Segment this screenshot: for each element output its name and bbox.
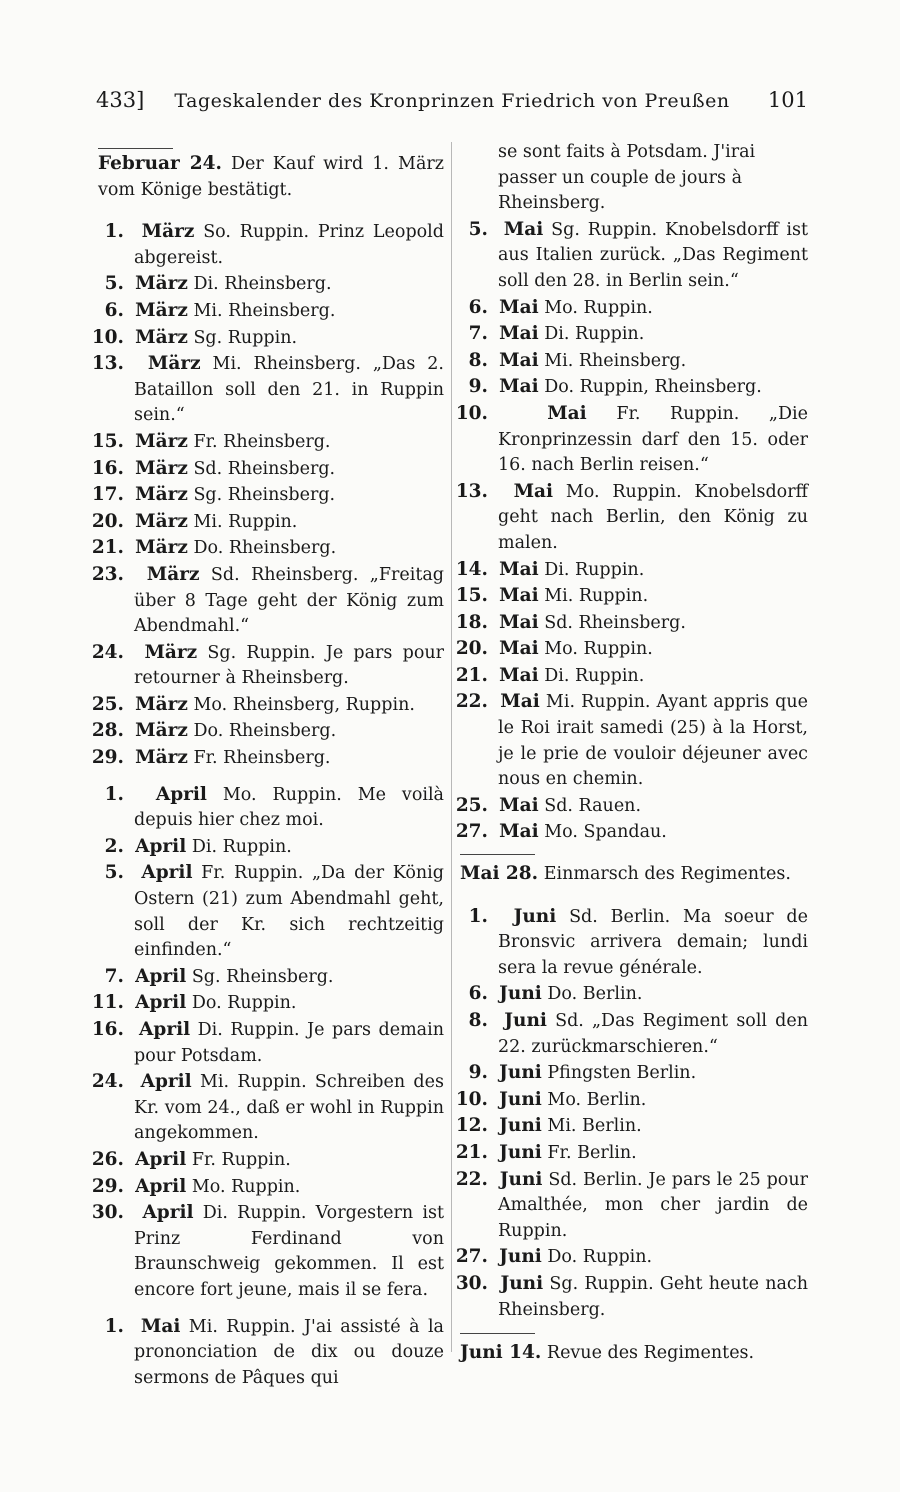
entry-month: März: [147, 353, 201, 375]
entry-month: Mai: [513, 480, 554, 502]
entry-day: 27.: [455, 821, 488, 843]
entry-text: Di. Ruppin.: [544, 559, 645, 580]
entry-month: Juni: [499, 1141, 542, 1163]
entry-text: Di. Rheinsberg.: [193, 274, 332, 295]
calendar-entry: [91, 1147, 444, 1174]
calendar-entry: [91, 456, 444, 483]
entry-text: Pfingsten Berlin.: [547, 1063, 697, 1084]
calendar-entry: [455, 1271, 808, 1323]
entry-day: 5.: [104, 862, 124, 884]
entry-text: Sd. Rauen.: [544, 795, 642, 816]
entry-day: 26.: [91, 1148, 124, 1170]
entry-day: 6.: [468, 983, 488, 1005]
calendar-entry: [91, 1069, 444, 1147]
calendar-entry: [91, 429, 444, 456]
entry-day: 11.: [91, 992, 124, 1014]
entry-month: Mai: [499, 296, 539, 318]
entry-text: Mo. Ruppin. Me voilà depuis hier chez moi.: [134, 784, 444, 831]
entry-day: 21.: [455, 664, 488, 686]
calendar-entry: [455, 663, 808, 690]
section-rule: [460, 854, 535, 855]
entry-month: Mai: [499, 664, 539, 686]
calendar-entry: [460, 321, 808, 348]
note-text: Revue des Regimentes.: [546, 1343, 755, 1364]
entry-month: Mai: [499, 349, 539, 371]
maerz-entries: [91, 219, 444, 771]
calendar-entry: [460, 295, 808, 322]
entry-text: Fr. Ruppin.: [191, 1149, 291, 1170]
entry-month: März: [141, 221, 195, 243]
entry-text: Sg. Rheinsberg.: [193, 485, 336, 506]
section-rule: [98, 148, 173, 149]
entry-text: Do. Ruppin.: [191, 993, 297, 1014]
calendar-entry: [98, 271, 444, 298]
section-rule: [460, 1333, 535, 1334]
entry-text: Mi. Ruppin. J'ai assisté à la prononciation de dix ou douze sermons de Pâques qui: [134, 1316, 444, 1388]
note-juni: [460, 1340, 808, 1367]
entry-day: 13.: [455, 480, 488, 502]
entry-month: Mai: [500, 691, 540, 713]
entry-text: Fr. Rheinsberg.: [193, 431, 331, 452]
entry-text: Di. Ruppin. Je pars demain pour Potsdam.: [134, 1020, 444, 1066]
entry-month: März: [146, 563, 200, 585]
calendar-entry: [455, 689, 808, 792]
entry-text: Fr. Berlin.: [547, 1142, 637, 1163]
entry-text: Sg. Ruppin. Geht heute nach Rheinsberg.: [498, 1273, 808, 1320]
calendar-entry: [91, 640, 444, 692]
entry-text: Sd. Berlin. Ma soeur de Bronsvic arrivera demain; lundi sera la revue générale.: [498, 906, 808, 978]
entry-month: Mai: [499, 821, 539, 843]
entry-month: Juni: [499, 1062, 542, 1084]
entry-text: Sd. Rheinsberg.: [193, 458, 336, 479]
entry-text: Mo. Ruppin.: [544, 297, 653, 318]
entry-text: So. Ruppin. Prinz Leopold abgereist.: [134, 222, 444, 268]
entry-text: Mi. Ruppin. Schreiben des Kr. vom 24., daß er wohl in Ruppin angekommen.: [134, 1072, 444, 1144]
calendar-entry: [460, 904, 808, 982]
entry-month: April: [139, 1019, 191, 1040]
entry-month: März: [144, 641, 198, 663]
entry-text: Mi. Berlin.: [547, 1116, 642, 1137]
entry-day: 20.: [455, 638, 488, 660]
entry-text: Fr. Ruppin. „Da der König Ostern (21) zum Abendmahl geht, soll der Kr. sich rechtzeitig einfinden.“: [134, 863, 444, 961]
calendar-entry: [91, 1200, 444, 1303]
calendar-entry: [455, 1087, 808, 1114]
note-text: Einmarsch des Regimentes.: [543, 864, 791, 885]
calendar-entry: [455, 819, 808, 846]
calendar-entry: [98, 219, 444, 271]
entry-month: Mai: [499, 638, 539, 660]
entry-month: Mai: [499, 558, 539, 580]
april-entries: [91, 782, 444, 1304]
entry-month: Juni: [513, 905, 557, 927]
entry-day: 16.: [91, 457, 124, 479]
calendar-entry: [455, 557, 808, 584]
entry-day: 1.: [104, 221, 124, 243]
juni-entries: [455, 904, 808, 1324]
entry-day: 21.: [455, 1141, 488, 1163]
entry-text: Sd. „Das Regiment soll den 22. zurückmarschieren.“: [498, 1011, 808, 1057]
entry-text: Do. Berlin.: [547, 984, 643, 1005]
calendar-entry: [98, 782, 444, 834]
calendar-entry: [98, 834, 444, 861]
entry-month: April: [135, 992, 187, 1014]
entry-day: 7.: [104, 965, 124, 987]
entry-day: 17.: [91, 484, 124, 506]
calendar-entry: [460, 348, 808, 375]
entry-text: Mi. Ruppin.: [544, 586, 649, 607]
calendar-entry: [460, 217, 808, 295]
entry-day: 5.: [104, 273, 124, 295]
entry-text: Mo. Ruppin.: [191, 1176, 301, 1197]
entry-text: Mo. Spandau.: [544, 822, 667, 843]
entry-text: Di. Ruppin.: [544, 665, 645, 686]
note-mai: [460, 861, 808, 888]
entry-day: 6.: [468, 296, 488, 318]
mai-entries: [455, 217, 808, 846]
entry-month: März: [135, 720, 188, 742]
calendar-entry: [91, 562, 444, 640]
right-column: [455, 140, 808, 1367]
entry-day: 25.: [91, 693, 124, 715]
entry-month: Mai: [503, 218, 544, 240]
entry-day: 8.: [468, 349, 488, 371]
page-header: [96, 88, 808, 118]
entry-month: April: [141, 862, 193, 884]
calendar-entry: [91, 1174, 444, 1201]
entry-text: Do. Ruppin, Rheinsberg.: [544, 377, 762, 398]
entry-day: 5.: [468, 218, 488, 240]
note-text: Der Kauf wird 1. März vom Könige bestätigt.: [98, 154, 444, 200]
entry-text: Sd. Rheinsberg.: [544, 612, 686, 633]
entry-text: Mo. Berlin.: [547, 1089, 647, 1110]
entry-text: Mi. Rheinsberg.: [544, 350, 687, 371]
left-column: [91, 140, 444, 1391]
entry-day: 21.: [91, 537, 124, 559]
calendar-entry: [460, 1060, 808, 1087]
entry-day: 10.: [455, 402, 488, 424]
entry-day: 29.: [91, 747, 124, 769]
entry-text: Sg. Ruppin.: [193, 327, 298, 348]
entry-day: 6.: [104, 299, 124, 321]
calendar-entry: [455, 1244, 808, 1271]
entry-day: 18.: [455, 611, 488, 633]
entry-month: März: [135, 537, 188, 559]
calendar-entry: [98, 964, 444, 991]
entry-day: 22.: [455, 691, 488, 713]
entry-month: Mai: [499, 585, 539, 607]
entry-text: Di. Ruppin. Vorgestern ist Prinz Ferdinand von Braunschweig gekommen. Il est encore fort jeune, mais il se fera.: [134, 1203, 444, 1300]
entry-month: Mai: [499, 376, 539, 398]
entry-month: März: [135, 273, 188, 295]
entry-text: Sg. Ruppin. Knobelsdorff ist aus Italien zurück. „Das Regiment soll den 28. in Berlin sein.“: [498, 219, 808, 291]
calendar-entry: [91, 1017, 444, 1069]
entry-day: 1.: [104, 783, 124, 805]
entry-text: Mi. Ruppin. Ayant appris que le Roi irait samedi (25) à la Horst, je le prie de vouloir déjeuner avec nous en chemin.: [498, 692, 808, 790]
calendar-entry: [455, 1140, 808, 1167]
entry-day: 1.: [468, 905, 488, 927]
entry-month: März: [135, 299, 188, 321]
calendar-entry: [91, 745, 444, 772]
calendar-entry: [98, 1314, 444, 1392]
entry-text: Mo. Ruppin.: [544, 639, 653, 660]
entry-day: 8.: [468, 1010, 488, 1031]
entry-day: 24.: [91, 1071, 124, 1093]
entry-day: 14.: [455, 558, 488, 580]
entry-day: 29.: [91, 1175, 124, 1197]
calendar-entry: [455, 401, 808, 479]
entry-month: April: [155, 783, 207, 805]
calendar-entry: [460, 981, 808, 1008]
calendar-entry: [98, 298, 444, 325]
entry-day: 7.: [468, 323, 488, 345]
entry-text: Di. Ruppin.: [544, 324, 645, 345]
calendar-entry: [460, 374, 808, 401]
entry-month: Mai: [499, 611, 539, 633]
calendar-entry: [460, 1008, 808, 1060]
entry-day: 27.: [455, 1246, 488, 1268]
entry-day: 16.: [91, 1019, 124, 1040]
entry-month: April: [135, 835, 187, 857]
entry-text: Di. Ruppin.: [191, 836, 292, 857]
entry-day: 20.: [91, 510, 124, 532]
column-divider: [451, 142, 452, 1352]
entry-text: Sd. Berlin. Je pars le 25 pour Amalthée, mon cher jardin de Ruppin.: [498, 1169, 808, 1241]
calendar-entry: [455, 1167, 808, 1245]
entry-month: März: [135, 747, 188, 769]
calendar-entry: [91, 351, 444, 429]
calendar-entry: [91, 990, 444, 1017]
note-date: Februar 24.: [98, 153, 222, 174]
calendar-entry: [98, 860, 444, 963]
entry-month: März: [135, 510, 188, 532]
entry-text: Mi. Ruppin.: [193, 511, 298, 532]
entry-day: 23.: [91, 563, 124, 585]
entry-month: Juni: [499, 1246, 542, 1268]
calendar-entry: [455, 479, 808, 557]
note-date: Juni 14.: [460, 1342, 542, 1364]
entry-month: Mai: [499, 794, 539, 816]
calendar-entry: [91, 718, 444, 745]
entry-text: Do. Rheinsberg.: [193, 721, 337, 742]
entry-text: Sg. Ruppin. Je pars pour retourner à Rheinsberg.: [134, 642, 444, 689]
entry-day: 2.: [104, 835, 124, 857]
entry-text: Mo. Rheinsberg, Ruppin.: [193, 694, 415, 715]
continuation-text: se sont faits à Potsdam. J'irai passer un couple de jours à Rheinsberg.: [498, 142, 756, 214]
entry-month: März: [135, 326, 188, 348]
entry-month: März: [135, 484, 188, 506]
entry-text: Fr. Rheinsberg.: [193, 748, 331, 769]
calendar-entry: [455, 583, 808, 610]
entry-text: Sg. Rheinsberg.: [191, 966, 334, 987]
entry-month: April: [142, 1202, 194, 1224]
entry-month: Juni: [499, 1168, 543, 1190]
calendar-entry: [91, 325, 444, 352]
entry-month: Mai: [547, 402, 587, 424]
running-title: Tageskalender des Kronprinzen Friedrich von Preußen: [174, 90, 730, 112]
entry-month: April: [135, 1148, 187, 1170]
entry-day: 9.: [468, 1062, 488, 1084]
entry-day: 12.: [455, 1115, 488, 1137]
entry-text: Mi. Rheinsberg. „Das 2. Bataillon soll den 21. in Ruppin sein.“: [134, 354, 444, 426]
calendar-entry: [455, 1113, 808, 1140]
entry-month: Juni: [504, 1010, 547, 1031]
entry-text: Do. Rheinsberg.: [193, 538, 337, 559]
mai-start-entries: [98, 1314, 444, 1392]
note-date: Mai 28.: [460, 863, 539, 885]
entry-day: 30.: [455, 1272, 488, 1294]
entry-day: 13.: [91, 353, 124, 375]
entry-text: Mo. Ruppin. Knobelsdorff geht nach Berlin, den König zu malen.: [498, 481, 808, 553]
page-number: 101: [767, 88, 808, 112]
note-februar: [98, 151, 444, 203]
entry-day: 22.: [455, 1168, 488, 1190]
entry-month: April: [135, 1175, 187, 1197]
entry-day: 24.: [91, 641, 124, 663]
entry-day: 10.: [455, 1088, 488, 1110]
entry-month: April: [140, 1071, 192, 1093]
entry-month: März: [135, 693, 188, 715]
entry-day: 28.: [91, 720, 124, 742]
page-reference: 433]: [96, 88, 145, 112]
calendar-entry: [455, 793, 808, 820]
entry-month: März: [135, 430, 188, 452]
entry-day: 10.: [91, 326, 124, 348]
calendar-entry: [91, 482, 444, 509]
entry-month: Juni: [499, 1115, 542, 1137]
entry-day: 15.: [455, 585, 488, 607]
entry-day: 9.: [468, 376, 488, 398]
entry-month: Mai: [140, 1315, 181, 1337]
entry-month: Juni: [499, 983, 542, 1005]
calendar-entry: [91, 509, 444, 536]
entry-day: 30.: [91, 1202, 124, 1224]
calendar-entry: [455, 610, 808, 637]
entry-text: Sd. Rheinsberg. „Freitag über 8 Tage geht der König zum Abendmahl.“: [134, 564, 444, 637]
calendar-entry: [91, 535, 444, 562]
entry-day: 1.: [104, 1315, 124, 1337]
entry-text: Do. Ruppin.: [547, 1247, 653, 1268]
entry-month: April: [135, 965, 187, 987]
entry-day: 25.: [455, 794, 488, 816]
entry-month: Mai: [499, 323, 539, 345]
entry-day: 15.: [91, 430, 124, 452]
calendar-entry: [455, 636, 808, 663]
entry-text: Fr. Ruppin. „Die Kronprinzessin darf den 15. oder 16. nach Berlin reisen.“: [498, 403, 808, 476]
entry-month: März: [135, 457, 188, 479]
entry-month: Juni: [499, 1088, 542, 1110]
entry-text: Mi. Rheinsberg.: [193, 300, 336, 321]
entry-month: Juni: [500, 1272, 544, 1294]
calendar-entry: [91, 692, 444, 719]
